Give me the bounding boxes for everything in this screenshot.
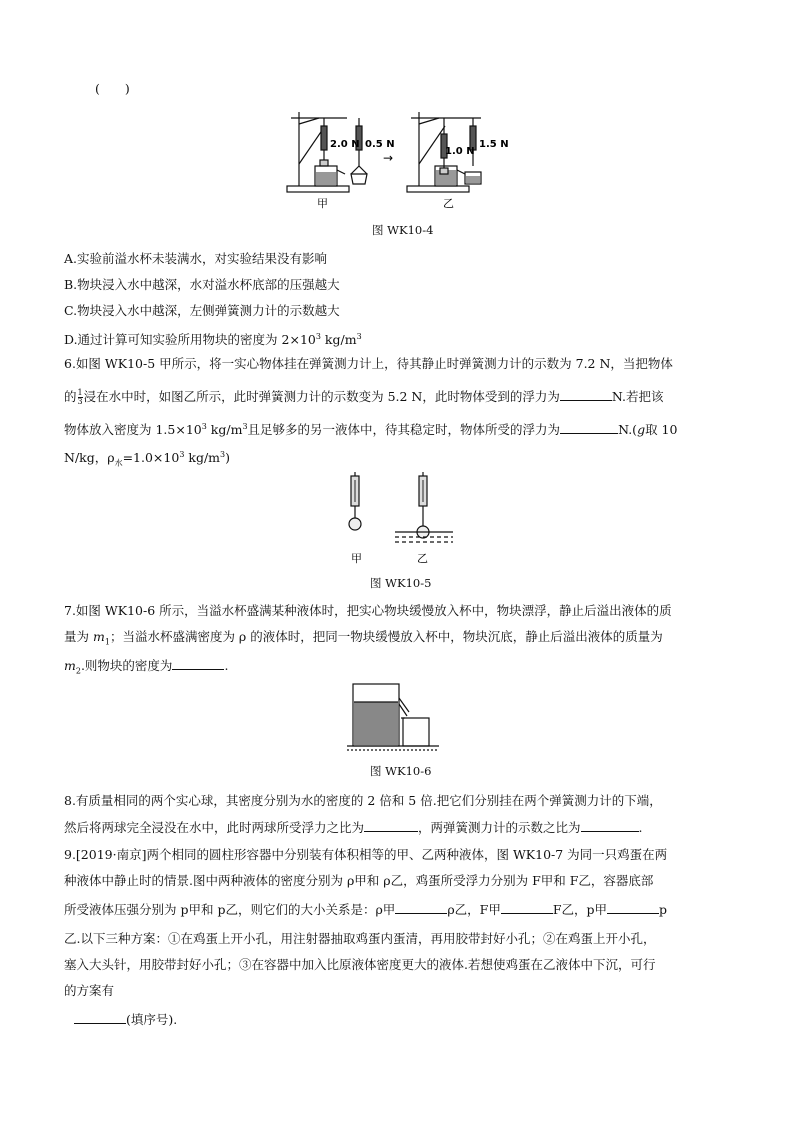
caption-wk10-5: 图 WK10-5 bbox=[370, 576, 432, 590]
blank-q9-2[interactable] bbox=[501, 900, 553, 914]
label-yi: 乙 bbox=[443, 197, 454, 210]
apparatus-a bbox=[287, 112, 367, 192]
q6-line1: 6.如图 WK10-5 甲所示，将一实心物体挂在弹簧测力计上，待其静止时弹簧测力计的示数为 7.2 N，当把物体 bbox=[64, 356, 673, 371]
fraction-one-third: $\frac{1}{3}$ bbox=[77, 388, 83, 406]
label-jia-5: 甲 bbox=[351, 552, 362, 565]
q7-line1: 7.如图 WK10-6 所示，当溢水杯盛满某种液体时，把实心物块缓慢放入杯中，物块漂浮，静止后溢出液体的质 bbox=[64, 603, 672, 618]
q9-line2: 种液体中静止时的情景.图中两种液体的密度分别为 ρ甲和 ρ乙，鸡蛋所受浮力分别为 F甲和 F乙，容器底部 bbox=[64, 873, 654, 888]
q9-line1: 9.[2019·南京]两个相同的圆柱形容器中分别装有体积相等的甲、乙两种液体，图 WK10-7 为同一只鸡蛋在两 bbox=[64, 847, 668, 862]
blank-q9-4[interactable] bbox=[74, 1010, 126, 1024]
q9-line6: 的方案有 bbox=[64, 983, 115, 998]
answer-paren: ( ) bbox=[95, 81, 130, 96]
q9-line5: 塞入大头针，用胶带封好小孔；③在容器中加入比原液体密度更大的液体.若想使鸡蛋在乙液体中下沉，可行 bbox=[64, 957, 656, 972]
q8-line1: 8.有质量相同的两个实心球，其密度分别为水的密度的 2 倍和 5 倍.把它们分别挂在两个弹簧测力计的下端， bbox=[64, 793, 662, 808]
blank-q8-2[interactable] bbox=[581, 818, 639, 832]
blank-q9-1[interactable] bbox=[395, 900, 447, 914]
q9-line7: (填序号). bbox=[74, 1010, 177, 1029]
value-a-right: 0.5 N bbox=[365, 139, 395, 150]
q6-line3: 物体放入密度为 $1.5\times 10^3$ $kg/m^3$且足够多的另一液体中，待其稳定时，物体所受的浮力为 N.(g取 10 bbox=[64, 422, 678, 438]
value-b-right: 1.5 N bbox=[479, 139, 509, 150]
label-jia: 甲 bbox=[317, 197, 328, 210]
option-a: A.实验前溢水杯未装满水，对实验结果没有影响 bbox=[64, 251, 328, 266]
figure-wk10-5 bbox=[335, 470, 455, 570]
option-d: D.通过计算可知实验所用物块的密度为 $2\times 10^3$ $kg/m^3$ bbox=[64, 332, 362, 348]
option-b: B.物块浸入水中越深，水对溢水杯底部的压强越大 bbox=[64, 277, 340, 292]
blank-q7[interactable] bbox=[172, 656, 224, 670]
q8-line2: 然后将两球完全浸没在水中，此时两球所受浮力之比为 ，两弹簧测力计的示数之比为 . bbox=[64, 820, 643, 835]
figure-wk10-6 bbox=[343, 678, 443, 758]
caption-wk10-6: 图 WK10-6 bbox=[370, 764, 432, 778]
blank-q8-1[interactable] bbox=[364, 818, 418, 832]
caption-wk10-4: 图 WK10-4 bbox=[372, 223, 434, 237]
blank-q9-3[interactable] bbox=[607, 900, 659, 914]
value-a-left: 2.0 N bbox=[330, 139, 360, 150]
blank-q6-2[interactable] bbox=[560, 420, 618, 434]
arrow-icon: → bbox=[383, 151, 394, 165]
q6-line2: 的 $\frac{1}{3}$ 浸在水中时，如图乙所示，此时弹簧测力计的示数变为 5.2 N，此时物体受到的浮力为 N.若把该 bbox=[64, 388, 664, 406]
q7-line2: 量为 $m_1$；当溢水杯盛满密度为 ρ 的液体时，把同一物块缓慢放入杯中，物块沉底，静止后溢出液体的质量为 bbox=[64, 629, 663, 647]
blank-q6-1[interactable] bbox=[560, 387, 612, 401]
value-b-left: 1.0 N bbox=[445, 146, 475, 157]
figure-wk10-4 bbox=[285, 104, 509, 214]
q9-line3: 所受液体压强分别为 p甲和 p乙，则它们的大小关系是：ρ甲 ρ乙，F甲 F乙，p甲 p bbox=[64, 902, 668, 917]
q7-line3: $m_2$.则物块的密度为 . bbox=[64, 658, 229, 676]
q9-line4: 乙.以下三种方案：①在鸡蛋上开小孔，用注射器抽取鸡蛋内蛋清，再用胶带封好小孔；②在鸡蛋上开小孔， bbox=[64, 931, 656, 946]
label-yi-5: 乙 bbox=[417, 552, 428, 565]
q6-line4: N/kg，$\rho_水=1.0\times 10^3$ $kg/m^3$) bbox=[64, 450, 231, 468]
option-c: C.物块浸入水中越深，左侧弹簧测力计的示数越大 bbox=[64, 303, 340, 318]
